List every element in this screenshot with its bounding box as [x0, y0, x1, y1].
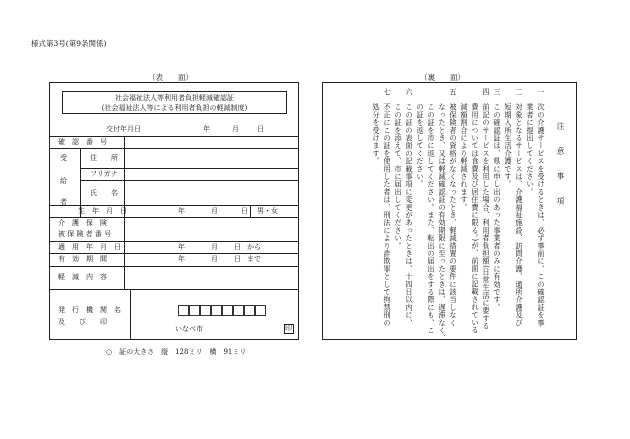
recipient-char-2: 給	[60, 177, 67, 185]
recipient-char-3: 者	[60, 198, 67, 206]
card-size-note: ○ 証の大きさ 縦 128ミリ 横 91ミリ	[106, 348, 247, 356]
expiry-label: 有 効 期 間	[58, 255, 107, 263]
expiry-day: 日	[234, 255, 241, 263]
birth-month: 月	[211, 207, 218, 215]
issue-date-label: 交付年月日	[106, 125, 141, 133]
confirmation-number-label: 確 認 番 号	[58, 138, 107, 146]
start-year: 年	[178, 243, 185, 251]
gender-option: 男・女	[257, 207, 278, 215]
note-line-14: この証を添えて、市に届出してください。	[394, 88, 403, 250]
card-subtitle: (社会福祉法人等による利用者負担の軽減制度)	[101, 104, 248, 112]
expiry-until: まで	[247, 255, 261, 263]
recipient-char-1: 受	[60, 154, 67, 162]
note-line-16: 処分を受けます。	[372, 88, 381, 165]
note-line-11: この証を市に返してください。また、転出の届出をする際にも、こ	[427, 88, 436, 335]
note-line-9: 五 被保険者の資格がなくなったとき、軽減措置の要件に該当しなく	[449, 88, 458, 327]
expiry-year: 年	[178, 255, 185, 263]
issue-day: 日	[257, 125, 264, 133]
start-date-label: 適 用 年 月 日	[58, 243, 121, 251]
name-label: 氏 名	[90, 189, 118, 197]
issuer-label-2: 及 び 印	[58, 318, 107, 326]
birthdate-label: 生 年 月 日	[78, 207, 127, 215]
start-from: から	[247, 243, 261, 251]
front-side-label: （表 面）	[148, 73, 193, 82]
issue-year: 年	[203, 125, 210, 133]
birth-day: 日	[241, 207, 248, 215]
issuer-name: いなべ市	[175, 325, 203, 333]
note-line-3: 二 対象となるサービスは、介護福祉施設、訪問介護、通所介護及び	[515, 88, 524, 327]
issue-month: 月	[232, 125, 239, 133]
note-line-2: 業者に提出してください。	[526, 88, 535, 196]
issuer-label-1: 発 行 機 関 名	[58, 306, 121, 314]
note-line-6: 四 前記のサービスを利用した場合、利用者負担額(日常生活に要する	[482, 88, 491, 331]
note-line-10: なったとき、又は軽減確認証の有効期限に至ったときは、遅滞なく、	[438, 88, 447, 343]
insured-label-2: 被 保 険 者 番 号	[58, 230, 112, 238]
furigana-label: フリガナ	[90, 170, 118, 178]
form-number: 様式第3号(第9条関係)	[31, 39, 107, 48]
insured-label-1: 介 護 保 険	[58, 219, 107, 227]
start-day: 日	[234, 243, 241, 251]
back-side-label: （裏 面）	[420, 73, 465, 82]
notes-heading: 注 意 事 項	[556, 122, 565, 210]
start-month: 月	[211, 243, 218, 251]
note-line-4: 短期入所生活介護です。	[504, 88, 513, 189]
expiry-month: 月	[211, 255, 218, 263]
note-line-13: 六 この証の表面の記載事項に変更があったときは、十四日以内に、	[405, 88, 414, 327]
note-line-12: の証を返してください。	[416, 88, 425, 189]
card-title: 社会福祉法人等利用者負担軽減確認証	[115, 94, 234, 102]
note-line-8: 減額割合により軽減されます。	[460, 88, 469, 212]
note-line-15: 七 不正にこの証を使用した者は、刑法により詐欺罪として拘禁刑の	[383, 88, 392, 327]
birth-year: 年	[178, 207, 185, 215]
seal-icon: 印	[285, 324, 292, 332]
address-label: 住 所	[90, 154, 118, 162]
note-line-7: 費用については食費及び居住費に限る。)が、前面に記載されている	[471, 88, 480, 335]
note-line-1: 一 次の介護サービスを受けるときは、必ず事前に、この確認証を事	[537, 88, 546, 327]
note-line-5: 三 この確認証は、県に申し出のあった事業者のみに有効です。	[493, 88, 502, 312]
reduction-content-label: 軽 減 内 容	[58, 273, 107, 281]
